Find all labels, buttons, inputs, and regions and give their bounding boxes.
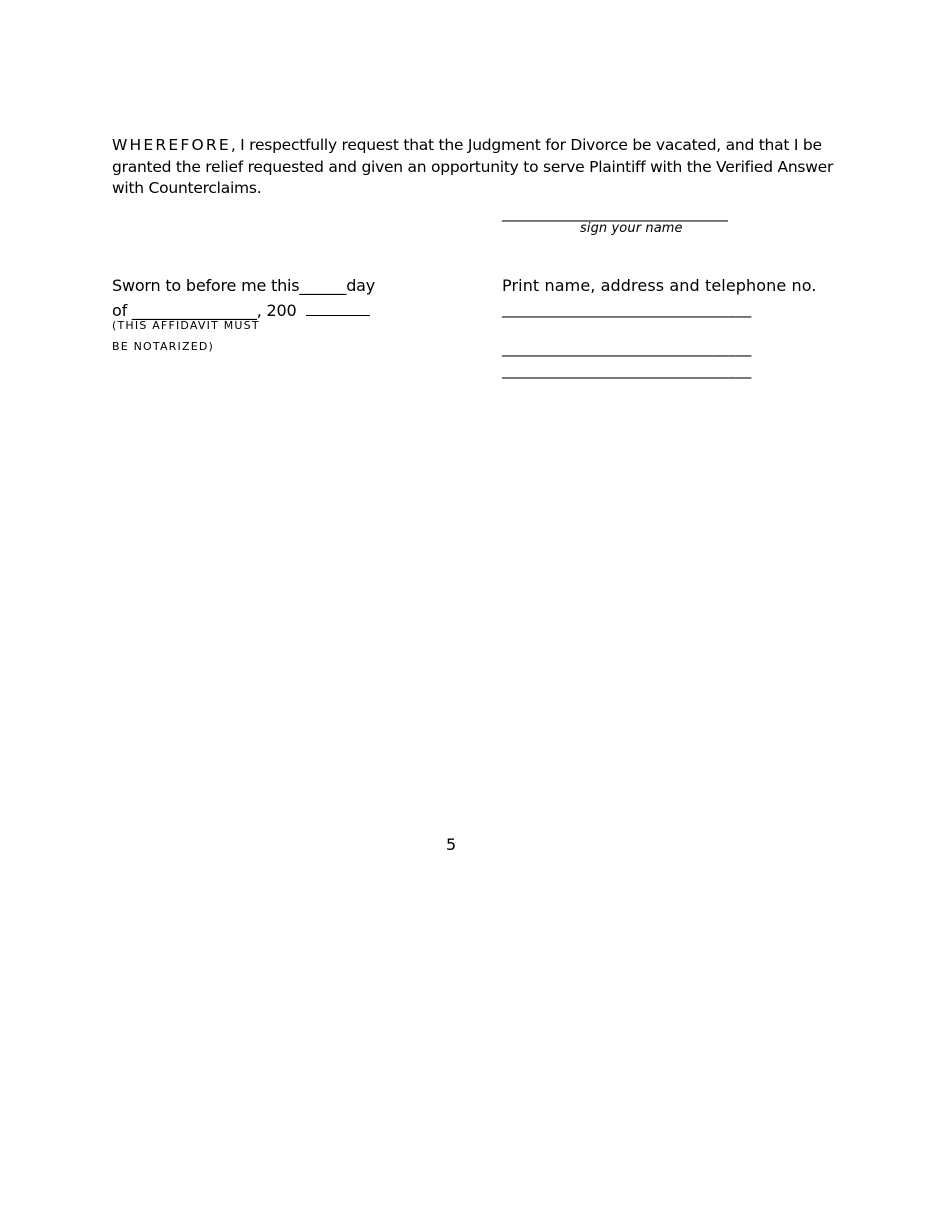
- jurat-date-text: of ________________, 200: [112, 301, 297, 320]
- paragraph-line-1: [112, 135, 852, 157]
- print-name-label: Print name, address and telephone no.: [502, 276, 817, 295]
- wherefore-lead-word: WHEREFORE: [112, 136, 231, 154]
- notarize-notice-line-1: (THIS AFFIDAVIT MUST: [112, 319, 260, 332]
- paragraph-line-1-rest: , I respectfully request that the Judgment for Divorce be vacated, and that I be: [230, 136, 822, 154]
- notarize-notice-line-2: BE NOTARIZED): [112, 340, 215, 353]
- signature-line[interactable]: _____________________________: [502, 204, 729, 222]
- jurat-year-blank[interactable]: [306, 298, 370, 316]
- paragraph-line-2: granted the relief requested and given an opportunity to serve Plaintiff with the Verified Answer: [112, 157, 834, 176]
- paragraph-line-3: with Counterclaims.: [112, 179, 262, 197]
- page-number: 5: [446, 835, 457, 854]
- jurat-line-2: [112, 298, 370, 320]
- contact-line-2[interactable]: ________________________________: [502, 339, 752, 357]
- signature-caption: sign your name: [580, 221, 683, 236]
- jurat-line-1: Sworn to before me this______day: [112, 276, 376, 295]
- contact-line-3[interactable]: ________________________________: [502, 361, 752, 379]
- wherefore-paragraph: [112, 135, 852, 200]
- contact-line-1[interactable]: ________________________________: [502, 300, 752, 318]
